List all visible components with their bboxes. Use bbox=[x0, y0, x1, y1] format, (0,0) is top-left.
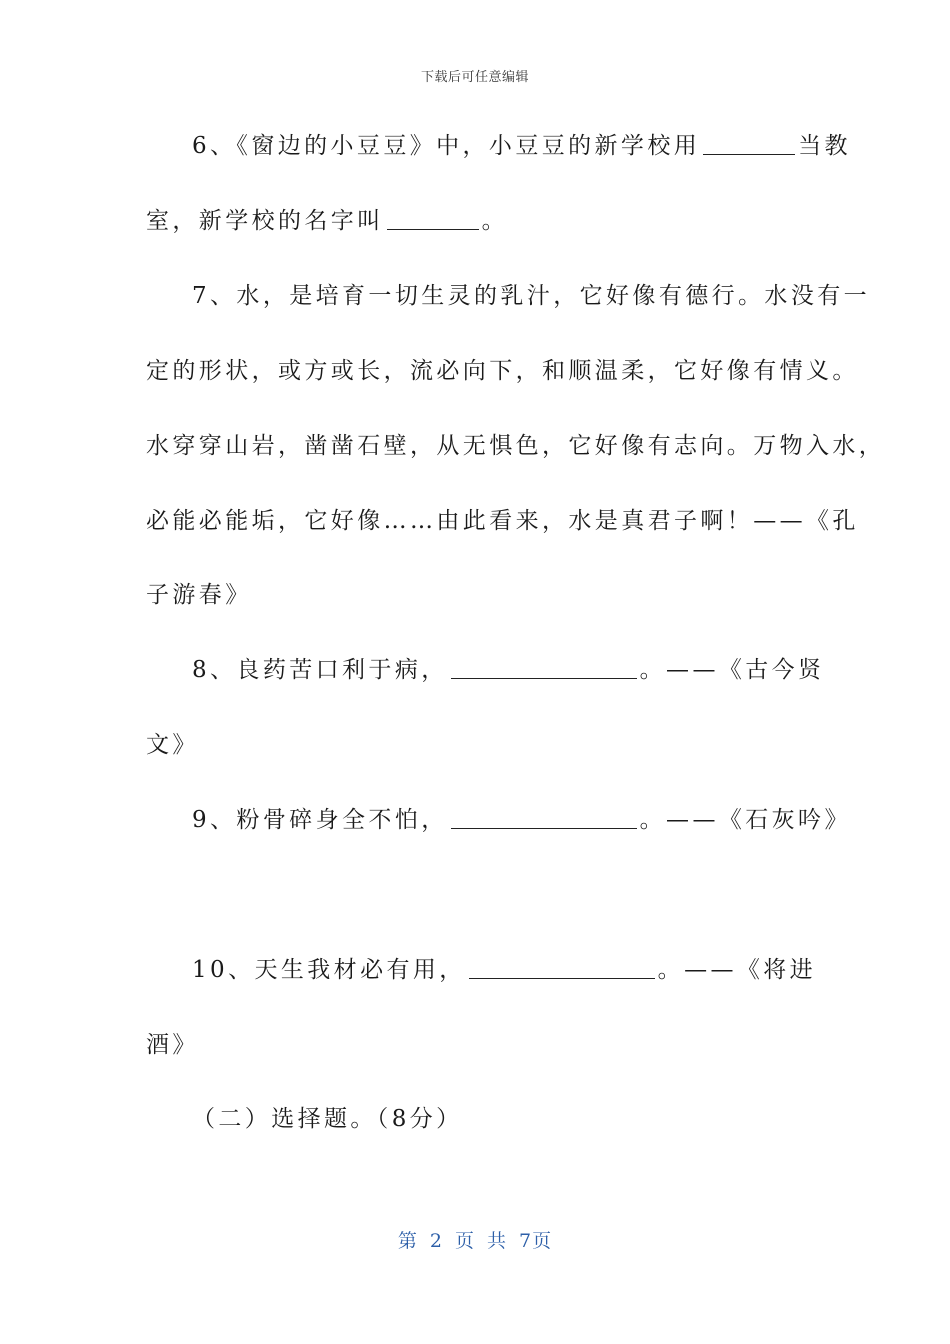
question-6-line-2 bbox=[146, 206, 508, 236]
download-note: 下载后可任意编辑 bbox=[420, 70, 529, 85]
footer-di: 第 bbox=[397, 1230, 418, 1252]
question-8-line-1 bbox=[192, 655, 824, 685]
question-10-line-2: 酒》 bbox=[146, 1032, 199, 1058]
question-7-line-1: 7、水，是培育一切生灵的乳汁，它好像有德行。水没有一 bbox=[192, 283, 871, 309]
question-8-text-a: 8、良药苦口利于病， bbox=[192, 657, 448, 683]
question-6-blank-2[interactable] bbox=[387, 209, 479, 230]
question-9-text-a: 9、粉骨碎身全不怕， bbox=[192, 807, 448, 833]
question-6-text-c: 室，新学校的名字叫 bbox=[146, 208, 384, 234]
question-6-text-b: 当教 bbox=[798, 133, 851, 159]
question-9-line-1 bbox=[192, 805, 851, 835]
section-heading: （二）选择题。（8分） bbox=[192, 1106, 463, 1132]
footer-ye: 页 bbox=[454, 1230, 475, 1252]
question-6-blank-1[interactable] bbox=[703, 134, 795, 155]
question-9-text-b: 。——《石灰吟》 bbox=[639, 807, 851, 833]
question-7-line-3: 水穿穿山岩，凿凿石壁，从无惧色，它好像有志向。万物入水， bbox=[146, 433, 886, 459]
question-8-text-b: 。——《古今贤 bbox=[639, 657, 825, 683]
footer-page-number: 2 bbox=[429, 1230, 443, 1252]
question-6-text-d: 。 bbox=[481, 208, 509, 234]
question-10-line-1 bbox=[192, 955, 816, 985]
question-7-line-5: 子游春》 bbox=[146, 582, 252, 608]
question-6-line-1 bbox=[192, 131, 851, 161]
footer-gong: 共 bbox=[487, 1230, 508, 1252]
question-7-line-2: 定的形状，或方或长，流必向下，和顺温柔，它好像有情义。 bbox=[146, 358, 859, 384]
question-10-blank[interactable] bbox=[469, 958, 655, 979]
footer-total: 7页 bbox=[519, 1230, 553, 1252]
question-6-text-a: 6、《窗边的小豆豆》中，小豆豆的新学校用 bbox=[192, 133, 701, 159]
question-8-line-2: 文》 bbox=[146, 732, 199, 758]
page-footer bbox=[0, 1226, 950, 1253]
question-10-text-a: 10、天生我材必有用， bbox=[192, 957, 466, 983]
question-10-text-b: 。——《将进 bbox=[657, 957, 817, 983]
question-8-blank[interactable] bbox=[451, 658, 637, 679]
question-7-line-4: 必能必能垢，它好像……由此看来，水是真君子啊！——《孔 bbox=[146, 508, 859, 534]
question-9-blank[interactable] bbox=[451, 808, 637, 829]
